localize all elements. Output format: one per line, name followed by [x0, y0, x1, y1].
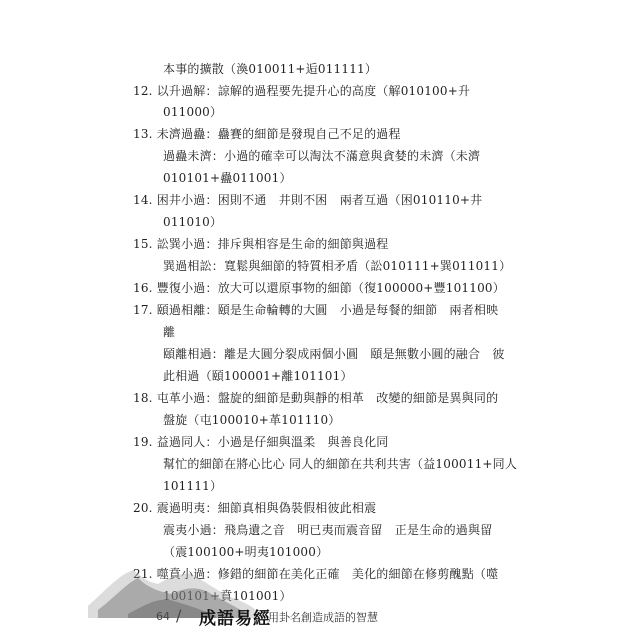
text-line: 21. 噬賁小過：修錯的細節在美化正確 美化的細節在修剪醜點（噬 — [133, 567, 499, 581]
text-line: 011010） — [163, 215, 223, 229]
text-line: 010101+蠱011001） — [163, 171, 292, 185]
text-line: 過蠱未濟：小過的確幸可以淘汰不滿意與貪婪的未濟（未濟 — [163, 149, 481, 163]
book-title: 成語易經 — [199, 609, 271, 629]
text-line: 巽過相訟：寬鬆與細節的特質相矛盾（訟010111+巽011011） — [163, 259, 512, 273]
text-line: 011000） — [163, 105, 223, 119]
text-line: 100101+賁101001） — [163, 589, 292, 603]
text-line: 101111） — [163, 479, 223, 493]
text-line: 19. 益過同人：小過是仔細與溫柔 與善良化同 — [133, 435, 389, 449]
text-line: 20. 震過明夷：細節真相與偽裝假相彼此相震 — [133, 501, 377, 515]
text-line: 14. 困井小過：困則不通 井則不困 兩者互過（困010110+井 — [133, 193, 483, 207]
text-line: 15. 訟巽小過：排斥與相容是生命的細節與過程 — [133, 237, 389, 251]
text-line: 13. 未濟過蠱：蠱賽的細節是發現自己不足的過程 — [133, 127, 401, 141]
text-line: 離 — [163, 325, 176, 339]
text-line: 盤旋（屯100010+革101110） — [163, 413, 341, 427]
text-line: 12. 以升過解：諒解的過程要先提升心的高度（解010100+升 — [133, 84, 471, 98]
text-line: 幫忙的細節在將心比心 同人的細節在共利共害（益100011+同人 — [163, 457, 518, 471]
text-line: 17. 頤過相離：頤是生命輪轉的大圓 小過是每餐的細節 兩者相映 — [133, 303, 499, 317]
text-line: 18. 屯革小過：盤旋的細節是動與靜的相革 改變的細節是異與同的 — [133, 391, 499, 405]
text-line: 頤離相過：離是大圓分裂成兩個小圓 頤是無數小圓的融合 彼 — [163, 347, 505, 361]
text-line: 此相過（頤100001+離101101） — [163, 369, 353, 383]
text-line: 震夷小過：飛鳥遺之音 明已夷而震音留 正是生命的過與留 — [163, 523, 493, 537]
text-line: （震100100+明夷101000） — [163, 545, 329, 559]
text-line: 16. 豐復小過：放大可以還原事物的細節（復100000+豐101100） — [133, 281, 505, 295]
text-line: 本事的擴散（渙010011+逅011111） — [163, 62, 378, 76]
page-number: 64 — [156, 610, 170, 623]
footer-separator: / — [176, 606, 182, 625]
book-subtitle: ：用卦名創造成語的智慧 — [257, 611, 378, 624]
